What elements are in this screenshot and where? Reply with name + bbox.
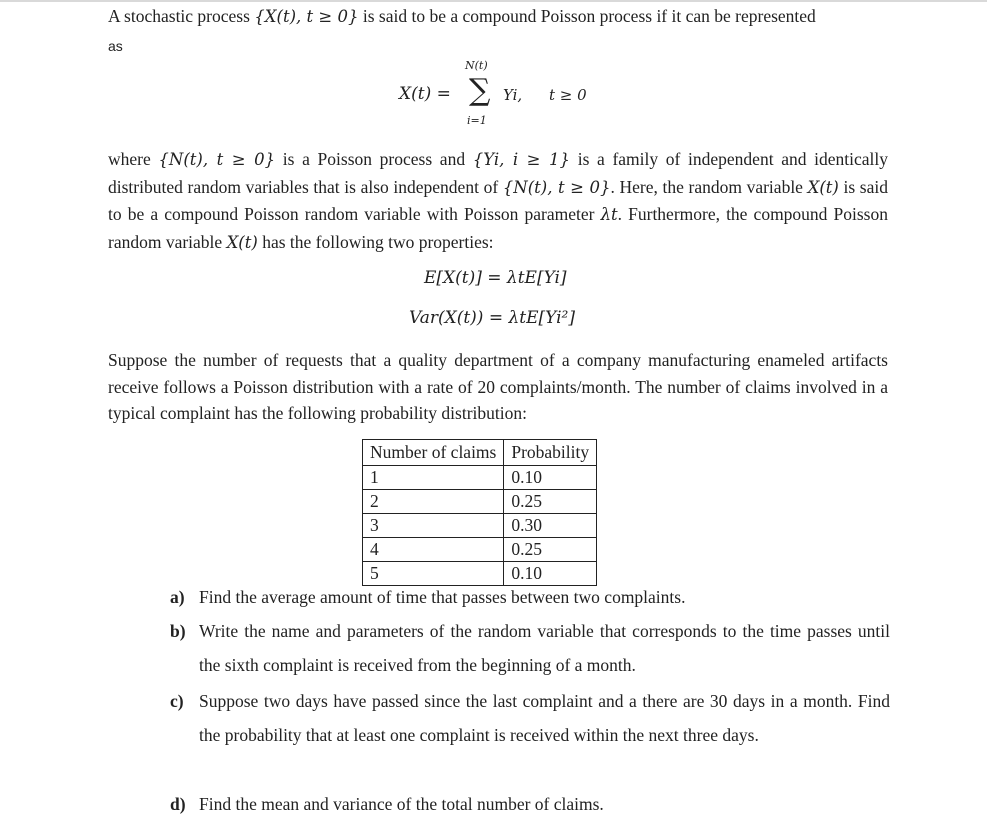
definition-paragraph: where {N(t), t ≥ 0} is a Poisson process and {Yi, i ≥ 1} is a family of independent and identically distributed random variables that is also independent of {N(t), t ≥ 0}. Here, the random variable X(t) is said to be a compound Poisson random variable with Poisson parameter λt. Furthermore, the compound Poisson random variable X(t) has the following two properties: xyxy=(108,149,888,252)
math-iid-family: {Yi, i ≥ 1} xyxy=(472,150,571,169)
formula-condition: t ≥ 0 xyxy=(549,86,587,104)
formula-lhs: X(t) = xyxy=(399,84,451,104)
intro-text-1: A stochastic process xyxy=(108,6,255,26)
top-border xyxy=(0,0,987,2)
question-c-text: Suppose two days have passed since the last complaint and a there are 30 days in a month. Find the probability that at least one complaint is received within the next three days. xyxy=(199,691,890,745)
claims-cell: 5 xyxy=(363,562,504,586)
math-poisson-process: {N(t), t ≥ 0} xyxy=(158,150,276,169)
probability-cell: 0.10 xyxy=(504,562,597,586)
sum-lower-limit: i=1 xyxy=(467,114,487,127)
problem-paragraph: Suppose the number of requests that a quality department of a company manufacturing enameled artifacts receive follows a Poisson distribution with a rate of 20 complaints/month. The number of claims involved in a typical complaint has the following probability distribution: xyxy=(108,350,888,423)
table-row xyxy=(363,490,597,514)
probability-cell: 0.30 xyxy=(504,514,597,538)
question-b xyxy=(170,614,890,682)
table-row xyxy=(363,514,597,538)
variance-formula: Var(X(t)) = λtE[Yi²] xyxy=(409,308,575,328)
intro-text-2: is said to be a compound Poisson process if it can be represented xyxy=(358,6,816,26)
claims-cell: 4 xyxy=(363,538,504,562)
intro-paragraph xyxy=(108,3,888,31)
math-xt-2: X(t) xyxy=(226,232,258,252)
claims-cell: 3 xyxy=(363,514,504,538)
formula-term: Yi, xyxy=(503,86,523,104)
expectation-formula: E[X(t)] = λtE[Yi] xyxy=(424,268,567,288)
question-d xyxy=(170,787,890,821)
claims-probability-table xyxy=(362,439,597,586)
probability-cell: 0.25 xyxy=(504,490,597,514)
header-probability: Probability xyxy=(504,440,597,466)
table-row xyxy=(363,466,597,490)
header-number-of-claims: Number of claims xyxy=(363,440,504,466)
sum-upper-limit: N(t) xyxy=(465,59,488,72)
intro-as: as xyxy=(108,38,123,54)
question-b-text: Write the name and parameters of the random variable that corresponds to the time passes until the sixth complaint is received from the beginning of a month. xyxy=(199,621,890,675)
claims-cell: 1 xyxy=(363,466,504,490)
math-independent-of: {N(t), t ≥ 0} xyxy=(502,177,611,197)
math-lambda-t: λt xyxy=(600,205,618,224)
question-a-label: a) xyxy=(170,587,185,607)
question-d-label: d) xyxy=(170,794,186,814)
question-b-label: b) xyxy=(170,621,186,641)
probability-cell: 0.10 xyxy=(504,466,597,490)
question-a xyxy=(170,580,890,614)
question-c xyxy=(170,684,890,752)
claims-cell: 2 xyxy=(363,490,504,514)
table-row xyxy=(363,538,597,562)
table-header-row xyxy=(363,440,597,466)
question-c-label: c) xyxy=(170,691,184,711)
intro-math-process: {X(t), t ≥ 0} xyxy=(254,7,359,26)
summation-symbol: ∑ xyxy=(469,73,491,108)
question-d-text: Find the mean and variance of the total number of claims. xyxy=(199,794,604,814)
probability-cell: 0.25 xyxy=(504,538,597,562)
question-a-text: Find the average amount of time that passes between two complaints. xyxy=(199,587,686,607)
math-xt-1: X(t) xyxy=(807,177,839,197)
